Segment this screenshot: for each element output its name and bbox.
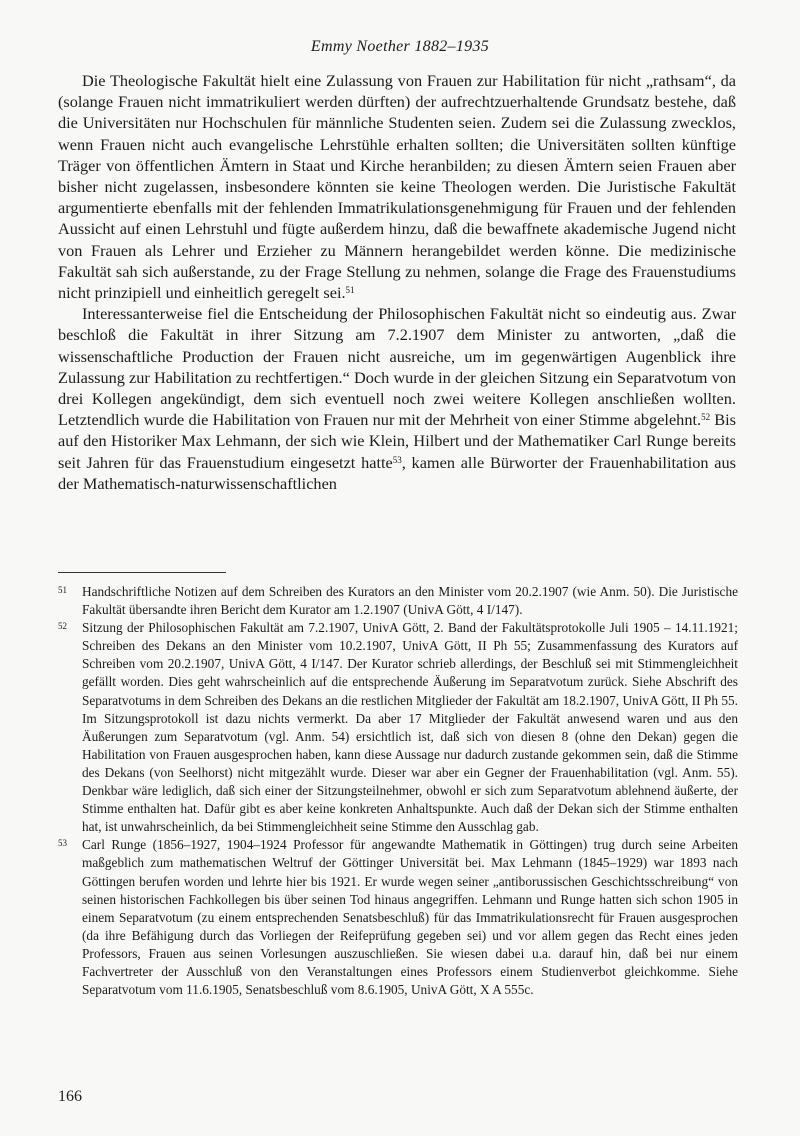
paragraph-text: Bis auf den Historiker Max Lehmann, der sich wie Klein, Hilbert und der Mathematiker Carl Runge bereits seit Jahren für das Frauenstudium eingesetzt hatte [58, 410, 737, 472]
paragraph-text: , kamen alle Bürworter der Frauenhabilitation aus der Mathematisch-naturwissenschaftlichen [58, 452, 736, 493]
footnote-ref: 53 [392, 454, 402, 465]
footnote-number: 53 [58, 838, 67, 849]
footnote-number: 51 [58, 585, 67, 595]
footnote-number: 52 [58, 621, 67, 632]
footnote-text: Handschriftliche Notizen auf dem Schreiben des Kurators an den Minister vom 20.2.1907 (wie Anm. 50). Die Juristische Fakultät übersandte ihren Bericht dem Kurator am 1.2.1907 (UnivA Gött, 4 I/147). [82, 584, 738, 618]
footnote-text: Sitzung der Philosophischen Fakultät am 7.2.1907, UnivA Gött, 2. Band der Fakultätsprotokolle Juli 1905 – 14.11.1921; Schreiben des Dekans an den Minister vom 10.2.1907, UnivA Gött, II Ph 55; Zusammenfassung des Kurators auf Schreiben vom 20.2.1907, UnivA Gött, 4 I/147. Der Kurator schrieb allerdings, der Beschluß sei mit Stimmengleichheit gefällt worden. Dies geht wahrscheinlich auf die entsprechende Äußerung im Separatvotum zurück. Siehe Abschrift des Separatvotums in dem Schreiben des Dekans an die restlichen Mitglieder der Fakultät am 18.2.1907, UnivA Gött, II Ph 55. Im Sitzungsprotokoll ist dazu nichts vermerkt. Da aber 17 Mitglieder der Fakultät anwesend waren und aus den Äußerungen zum Separatvotum (vgl. Anm. 54) ersichtlich ist, daß sich von diesen 8 (ohne den Dekan) gegen die Habilitation von Frauen ausgesprochen haben, kann diese Aussage nur dadurch zustande gekommen sein, daß die Stimme des Dekans (von Seelhorst) nicht mitgezählt wurde. Dieser war aber ein Gegner der Frauenhabilitation (vgl. Anm. 55). Denkbar wäre lediglich, daß sich einer der Sitzungsteilnehmer, obwohl er sich zum Separatvotum ablehnend äußerte, der Stimme enthalten hat. Dafür gibt es aber keine konkreten Anhaltspunkte. Auch daß der Dekan sich der Stimme enthalten hat, ist unwahrscheinlich, da bei Stimmengleichheit seine Stimme den Ausschlag gab. [82, 620, 738, 835]
paragraph [58, 70, 736, 303]
footnotes [58, 583, 738, 999]
main-text [58, 70, 736, 494]
paragraph-text: Die Theologische Fakultät hielt eine Zulassung von Frauen zur Habilitation für nicht „rathsam“, da (solange Frauen nicht immatrikuliert werden dürften) der aufrechtzuerhaltende Grundsatz bestehe, daß die Universitäten nur Hochschulen für männliche Studenten seien. Zudem sei die Zulassung zwecklos, wenn Frauen nicht auch evangelische Lehrstühle erhalten sollten; die Universitäten sollten künftige Träger von öffentlichen Ämtern in Staat und Kirche heranbilden; zu diesen Ämtern seien Frauen aber bisher nicht zugelassen, insbesondere könnten sie keine Theologen werden. Die Juristische Fakultät argumentierte ebenfalls mit der fehlenden Immatrikulationsgenehmigung für Frauen und der fehlenden Aussicht auf einen Lehrstuhl und fügte außerdem hinzu, daß die bewaffnete akademische Jugend nicht von Frauen als Lehrer und Erzieher zu Männern herangebildet werden könne. Die medizinische Fakultät sah sich außerstande, zu der Frage Stellung zu nehmen, solange die Frage des Frauenstudiums nicht prinzipiell und einheitlich geregelt sei. [58, 71, 736, 303]
page-number: 166 [58, 1088, 82, 1105]
paragraph-text: Interessanterweise fiel die Entscheidung der Philosophischen Fakultät nicht so eindeutig aus. Zwar beschloß die Fakultät in ihrer Sitzung am 7.2.1907 dem Minister zu antworten, „daß die wissenschaftliche Production der Frauen nicht ausreiche, um im gegenwärtigen Augenblick ihre Zulassung zur Habilitation zu rechtfertigen.“ Doch wurde in der gleichen Sitzung ein Separatvotum von drei Kollegen angekündigt, dem sich eventuell noch zwei weitere Kollegen anschließen wollten. Letztendlich wurde die Habilitation von Frauen nur mit der Mehrheit von einer Stimme abgelehnt. [58, 304, 736, 430]
running-header: Emmy Noether 1882–1935 [310, 38, 490, 55]
footnote-ref: 52 [701, 412, 711, 423]
paragraph [58, 303, 736, 494]
footnote [58, 583, 738, 619]
footnote-text: Carl Runge (1856–1927, 1904–1924 Professor für angewandte Mathematik in Göttingen) trug durch seine Arbeiten maßgeblich zum mathematischen Weltruf der Göttinger Universität bei. Max Lehmann (1845–1929) war 1893 nach Göttingen berufen worden und lehrte hier bis 1921. Er wurde wegen seiner „antiborussischen Geschichtsschreibung“ von seinen historischen Fachkollegen bis über seinen Tod hinaus angegriffen. Lehmann und Runge hatten sich schon 1905 in einem Separatvotum (zu einem entsprechenden Senatsbeschluß) für das Immatrikulationsrecht für Frauen ausgesprochen (da ihre Befähigung durch das Vorliegen der Reifeprüfung gegeben sei) und vor allem gegen das Recht eines jeden Professors, Frauen aus seinen Vorlesungen auszuschließen. Sie wiesen dabei u.a. darauf hin, daß bei nur einem Fachvertreter der Ausschluß von den Veranstaltungen eines Professors einem Studienverbot gleichkomme. Siehe Separatvotum vom 11.6.1905, Senatsbeschluß vom 8.6.1905, UnivA Gött, X A 555c. [82, 837, 738, 998]
footnote-rule [58, 572, 226, 573]
footnote-ref: 51 [345, 285, 355, 296]
footnote [58, 619, 738, 836]
footnote [58, 836, 738, 999]
